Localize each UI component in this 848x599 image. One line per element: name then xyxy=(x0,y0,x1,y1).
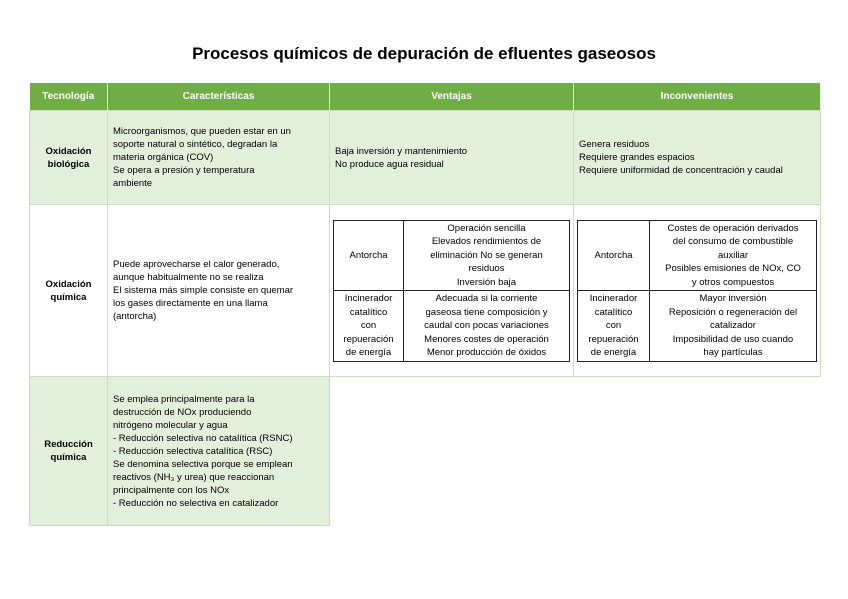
text-line: auxiliar xyxy=(717,249,749,261)
text-line: Requiere grandes espacios xyxy=(579,152,695,163)
ventajas-cell xyxy=(330,205,574,377)
text-line: Imposibilidad de uso cuando xyxy=(672,333,794,345)
text-line: principalmente con los NOx xyxy=(113,484,230,496)
text-line: Microorganismos, que pueden estar en un xyxy=(113,126,291,137)
text-line: Se opera a presión y temperatura xyxy=(113,165,255,176)
text-line: Se denomina selectiva porque se emplean xyxy=(113,458,293,470)
incinerador-label xyxy=(578,291,650,362)
text-line: Menores costes de operación xyxy=(424,333,549,345)
header-tecnologia: Tecnología xyxy=(30,83,108,111)
incinerador-label xyxy=(334,291,404,362)
inconvenientes-cell xyxy=(574,111,821,205)
text-line: Inversión baja xyxy=(456,276,517,288)
text-line: Genera residuos xyxy=(579,139,650,150)
caracteristicas-cell xyxy=(108,205,330,377)
inconvenientes-cell xyxy=(574,205,821,377)
text-line: eliminación No se generan xyxy=(430,249,543,261)
tech-cell xyxy=(30,205,108,377)
text-line: Oxidación xyxy=(45,145,92,157)
text-line: residuos xyxy=(468,263,505,274)
text-line: Incinerador xyxy=(344,293,393,304)
text-line: y otros compuestos xyxy=(691,276,775,288)
header-inconvenientes: Inconvenientes xyxy=(574,83,821,111)
text-line: con xyxy=(605,320,622,331)
text-line: los gases directamente en una llama xyxy=(113,298,268,309)
text-line: Mayor inversión xyxy=(699,293,767,304)
processes-table xyxy=(29,83,821,526)
text-line: Posibles emisiones de NOx, CO xyxy=(665,263,801,274)
text-line: del consumo de combustible xyxy=(672,236,794,247)
text-line: de energía xyxy=(345,347,392,358)
text-line: Se emplea principalmente para la xyxy=(113,393,255,405)
text-line: Operación sencilla xyxy=(447,222,526,234)
page-title: Procesos químicos de depuración de efluentes gaseosos xyxy=(192,44,656,63)
text-line: nitrógeno molecular y agua xyxy=(113,419,228,431)
caracteristicas-cell xyxy=(108,377,330,526)
text-line: repueración xyxy=(343,333,394,345)
text-line: Incinerador xyxy=(589,293,638,304)
text-line: Requiere uniformidad de concentración y caudal xyxy=(579,165,783,176)
text-line: química xyxy=(50,291,87,303)
text-line: gaseosa tiene composición y xyxy=(425,306,548,318)
text-line: destrucción de NOx produciendo xyxy=(113,406,252,418)
header-caracteristicas: Características xyxy=(108,83,330,111)
tech-cell xyxy=(30,111,108,205)
text-line: de energía xyxy=(590,347,637,358)
text-line: Puede aprovecharse el calor generado, xyxy=(113,259,280,270)
text-line: Reducción xyxy=(44,439,93,450)
text-line: No produce agua residual xyxy=(335,158,444,170)
text-line: con xyxy=(360,320,377,331)
empty-cell xyxy=(330,377,574,526)
header-row xyxy=(30,83,821,111)
incinerador-inconvenientes xyxy=(650,291,817,362)
text-line: repueración xyxy=(588,333,639,345)
inconvenientes-subtable xyxy=(577,220,817,362)
ventajas-cell xyxy=(330,111,574,205)
row-reduccion-quimica xyxy=(30,377,821,526)
incinerador-ventajas xyxy=(404,291,570,362)
text-line: Costes de operación derivados xyxy=(667,222,799,234)
antorcha-inconvenientes xyxy=(650,220,817,291)
caracteristicas-cell xyxy=(108,111,330,205)
antorcha-label: Antorcha xyxy=(334,220,404,291)
text-line: Baja inversión y mantenimiento xyxy=(335,145,468,157)
text-line: soporte natural o sintético, degradan la xyxy=(113,139,278,150)
text-line: hay partículas xyxy=(703,347,763,358)
text-line: caudal con pocas variaciones xyxy=(424,320,549,331)
text-line: - Reducción selectiva catalítica (RSC) xyxy=(113,445,273,457)
text-line: Menor producción de óxidos xyxy=(426,347,547,358)
text-line: materia orgánica (COV) xyxy=(113,152,214,163)
text-line: ambiente xyxy=(113,178,153,189)
text-line: química xyxy=(50,452,87,463)
text-line: catalítico xyxy=(349,306,388,318)
antorcha-ventajas xyxy=(404,220,570,291)
text-line: Oxidación xyxy=(45,278,92,290)
text-line: Adecuada si la corriente xyxy=(435,293,538,304)
text-line: catalítico xyxy=(594,306,633,318)
empty-cell xyxy=(574,377,821,526)
tech-cell xyxy=(30,377,108,526)
header-ventajas: Ventajas xyxy=(330,83,574,111)
text-line: aunque habitualmente no se realiza xyxy=(113,272,264,283)
antorcha-label: Antorcha xyxy=(578,220,650,291)
row-oxidacion-quimica xyxy=(30,205,821,377)
text-line: (antorcha) xyxy=(113,311,157,322)
text-line: Elevados rendimientos de xyxy=(431,236,542,247)
text-line: reactivos (NH₃ y urea) que reaccionan xyxy=(113,471,275,483)
ventajas-subtable xyxy=(333,220,570,362)
text-line: - Reducción selectiva no catalítica (RSNC) xyxy=(113,432,293,444)
text-line: Reposición o regeneración del xyxy=(668,306,798,318)
text-line: El sistema más simple consiste en quemar xyxy=(113,285,294,296)
text-line: catalizador xyxy=(710,320,756,331)
row-oxidacion-biologica xyxy=(30,111,821,205)
text-line: - Reducción no selectiva en catalizador xyxy=(113,497,279,509)
text-line: biológica xyxy=(47,158,90,170)
